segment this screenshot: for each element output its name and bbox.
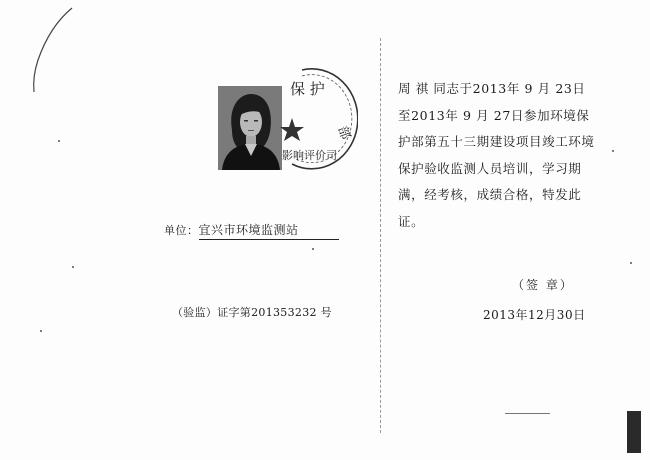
seal-label: （签 章） bbox=[512, 278, 574, 292]
page-fold-line bbox=[380, 38, 381, 433]
body-line: 周 祺 同志于2013年 9 月 23日 bbox=[398, 81, 586, 96]
scan-speck bbox=[58, 140, 60, 142]
unit-label: 单位： bbox=[164, 224, 199, 237]
official-seal-stamp bbox=[262, 64, 358, 174]
body-line: 满，经考核，成绩合格，特发此 bbox=[398, 187, 582, 202]
seal-text-bottom: 影响评价司 bbox=[282, 149, 337, 162]
scan-speck bbox=[630, 262, 632, 264]
scan-speck bbox=[612, 150, 614, 152]
dark-edge-tab bbox=[627, 411, 641, 453]
certificate-number: （验监）证字第201353232 号 bbox=[172, 306, 332, 319]
corner-curve-mark bbox=[0, 0, 80, 110]
certificate-body-text bbox=[398, 76, 598, 235]
scan-speck bbox=[72, 266, 74, 268]
seal-text-right: 部 bbox=[334, 124, 353, 142]
bottom-rule-mark bbox=[505, 413, 550, 414]
scan-speck bbox=[312, 248, 314, 250]
body-line: 保护验收监测人员培训，学习期 bbox=[398, 160, 582, 176]
body-line: 护部第五十三期建设项目竣工环境 bbox=[398, 134, 595, 149]
body-line: 证。 bbox=[398, 213, 425, 229]
seal-star-icon bbox=[280, 118, 304, 141]
unit-line bbox=[164, 221, 339, 240]
unit-value: 宜兴市环境监测站 bbox=[199, 221, 339, 240]
body-line: 至2013年 9 月 27日参加环境保 bbox=[398, 107, 590, 123]
issue-date: 2013年12月30日 bbox=[483, 308, 586, 322]
seal-text-top: 保 护 bbox=[290, 80, 325, 98]
scan-speck bbox=[40, 330, 42, 332]
